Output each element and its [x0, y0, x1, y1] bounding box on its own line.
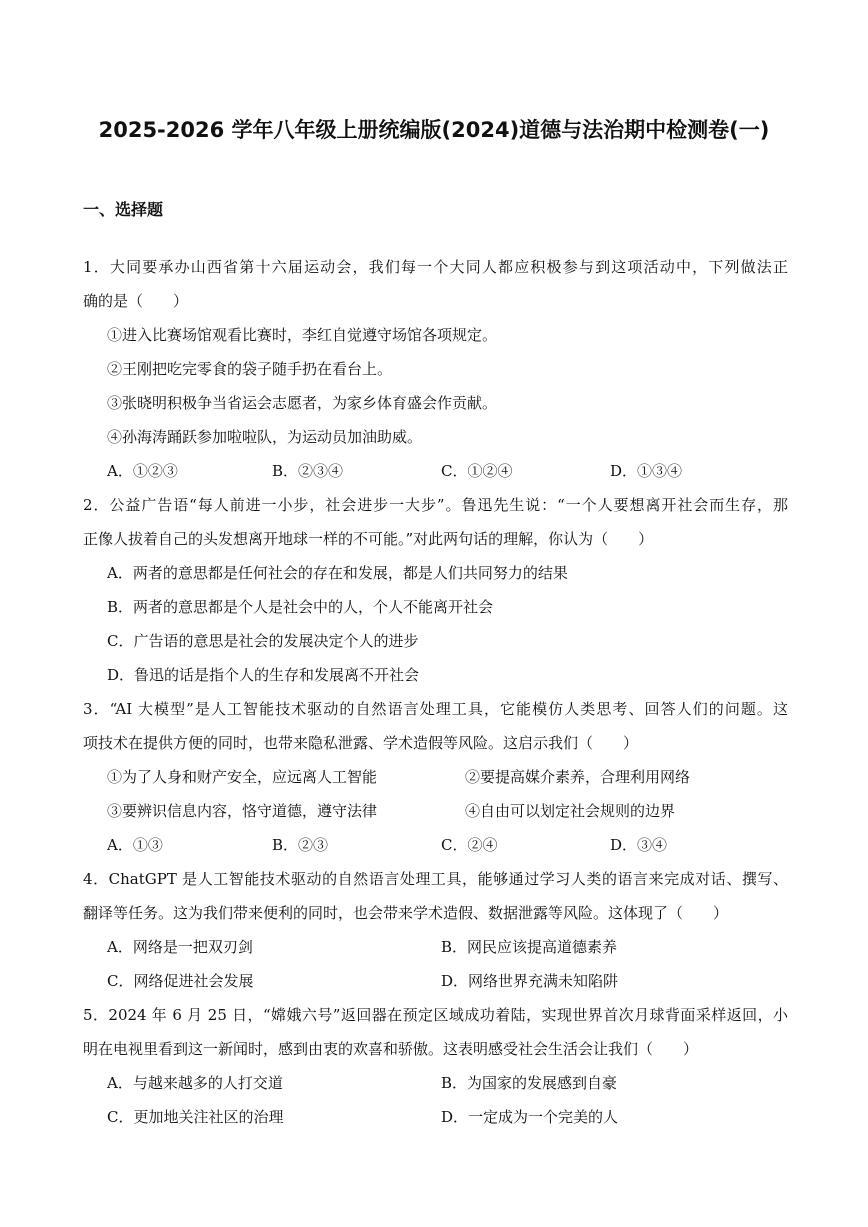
statements-row-1 [83, 760, 788, 794]
option-b[interactable]: B．为国家的发展感到自豪 [441, 1074, 618, 1092]
stem-line-2: 明在电视里看到这一新闻时，感到由衷的欢喜和骄傲。这表明感受社会生活会让我们（ ） [83, 1040, 699, 1058]
options-row-2 [83, 964, 788, 998]
stem-line-2: 确的是（ ） [83, 292, 189, 310]
option-a[interactable]: A．①③ [107, 836, 163, 854]
options-row [83, 828, 788, 862]
statement-4: ④自由可以划定社会规则的边界 [465, 802, 676, 820]
question-3 [83, 692, 788, 862]
stem-line-1: 3．“AI 大模型”是人工智能技术驱动的自然语言处理工具，它能模仿人类思考、回答人们的问题。这 [83, 700, 788, 718]
question-5 [83, 998, 788, 1134]
question-stem [83, 862, 788, 930]
options-row-2 [83, 1100, 788, 1134]
question-2 [83, 488, 788, 692]
statement-1: ①进入比赛场馆观看比赛时，李红自觉遵守场馆各项规定。 [107, 326, 498, 344]
statement-2: ②要提高媒介素养，合理利用网络 [465, 768, 691, 786]
option-d[interactable]: D．③④ [610, 836, 668, 854]
stem-line-2: 翻译等任务。这为我们带来便利的同时，也会带来学术造假、数据泄露等风险。这体现了（ ） [83, 904, 729, 922]
option-c[interactable]: C．网络促进社会发展 [107, 972, 254, 990]
question-stem [83, 692, 788, 760]
stem-line-1: 1．大同要承办山西省第十六届运动会，我们每一个大同人都应积极参与到这项活动中，下列做法正 [83, 258, 788, 276]
page-title: 2025-2026 学年八年级上册统编版(2024)道德与法治期中检测卷(一) [98, 118, 770, 142]
option-a[interactable]: A．两者的意思都是任何社会的存在和发展，都是人们共同努力的结果 [107, 564, 568, 582]
option-d[interactable]: D．①③④ [610, 462, 683, 480]
stem-line-1: 4．ChatGPT 是人工智能技术驱动的自然语言处理工具，能够通过学习人类的语言来完成对话、撰写、 [83, 870, 788, 888]
stem-line-2: 项技术在提供方便的同时，也带来隐私泄露、学术造假等风险。这启示我们（ ） [83, 734, 639, 752]
option-a[interactable]: A．①②③ [107, 462, 178, 480]
stem-line-1: 2．公益广告语“每人前进一小步，社会进步一大步”。鲁迅先生说：“一个人要想离开社会而生存，那 [83, 496, 788, 514]
statement-3: ③要辨识信息内容，恪守道德，遵守法律 [107, 802, 378, 820]
options-row-1 [83, 1066, 788, 1100]
option-c[interactable]: C．更加地关注社区的治理 [107, 1108, 284, 1126]
options-row [83, 454, 788, 488]
statement-1: ①为了人身和财产安全，应远离人工智能 [107, 768, 378, 786]
option-c[interactable]: C．广告语的意思是社会的发展决定个人的进步 [107, 632, 419, 650]
option-c[interactable]: C．①②④ [441, 462, 513, 480]
stem-line-2: 正像人拔着自己的头发想离开地球一样的不可能。”对此两句话的理解，你认为（ ） [83, 530, 654, 548]
option-a[interactable]: A．网络是一把双刃剑 [107, 938, 253, 956]
option-d[interactable]: D．鲁迅的话是指个人的生存和发展离不开社会 [107, 666, 420, 684]
option-d[interactable]: D．网络世界充满未知陷阱 [441, 972, 619, 990]
question-stem [83, 250, 788, 318]
question-stem [83, 998, 788, 1066]
statements-row-2 [83, 794, 788, 828]
option-a[interactable]: A．与越来越多的人打交道 [107, 1074, 283, 1092]
options-row-1 [83, 930, 788, 964]
question-1 [83, 250, 788, 488]
question-stem [83, 488, 788, 556]
option-b[interactable]: B．两者的意思都是个人是社会中的人，个人不能离开社会 [107, 598, 494, 616]
statement-2: ②王刚把吃完零食的袋子随手扔在看台上。 [107, 360, 393, 378]
question-4 [83, 862, 788, 998]
option-b[interactable]: B．②③④ [272, 462, 344, 480]
statement-3: ③张晓明积极争当省运会志愿者，为家乡体育盛会作贡献。 [107, 394, 498, 412]
option-d[interactable]: D．一定成为一个完美的人 [441, 1108, 619, 1126]
option-b[interactable]: B．网民应该提高道德素养 [441, 938, 618, 956]
option-c[interactable]: C．②④ [441, 836, 498, 854]
section-heading: 一、选择题 [83, 200, 164, 219]
option-b[interactable]: B．②③ [272, 836, 329, 854]
question-list [83, 250, 788, 1134]
statement-4: ④孙海涛踊跃参加啦啦队，为运动员加油助威。 [107, 428, 423, 446]
stem-line-1: 5．2024 年 6 月 25 日，“嫦娥六号”返回器在预定区域成功着陆，实现世界首次月球背面采样返回，小 [83, 1006, 788, 1024]
